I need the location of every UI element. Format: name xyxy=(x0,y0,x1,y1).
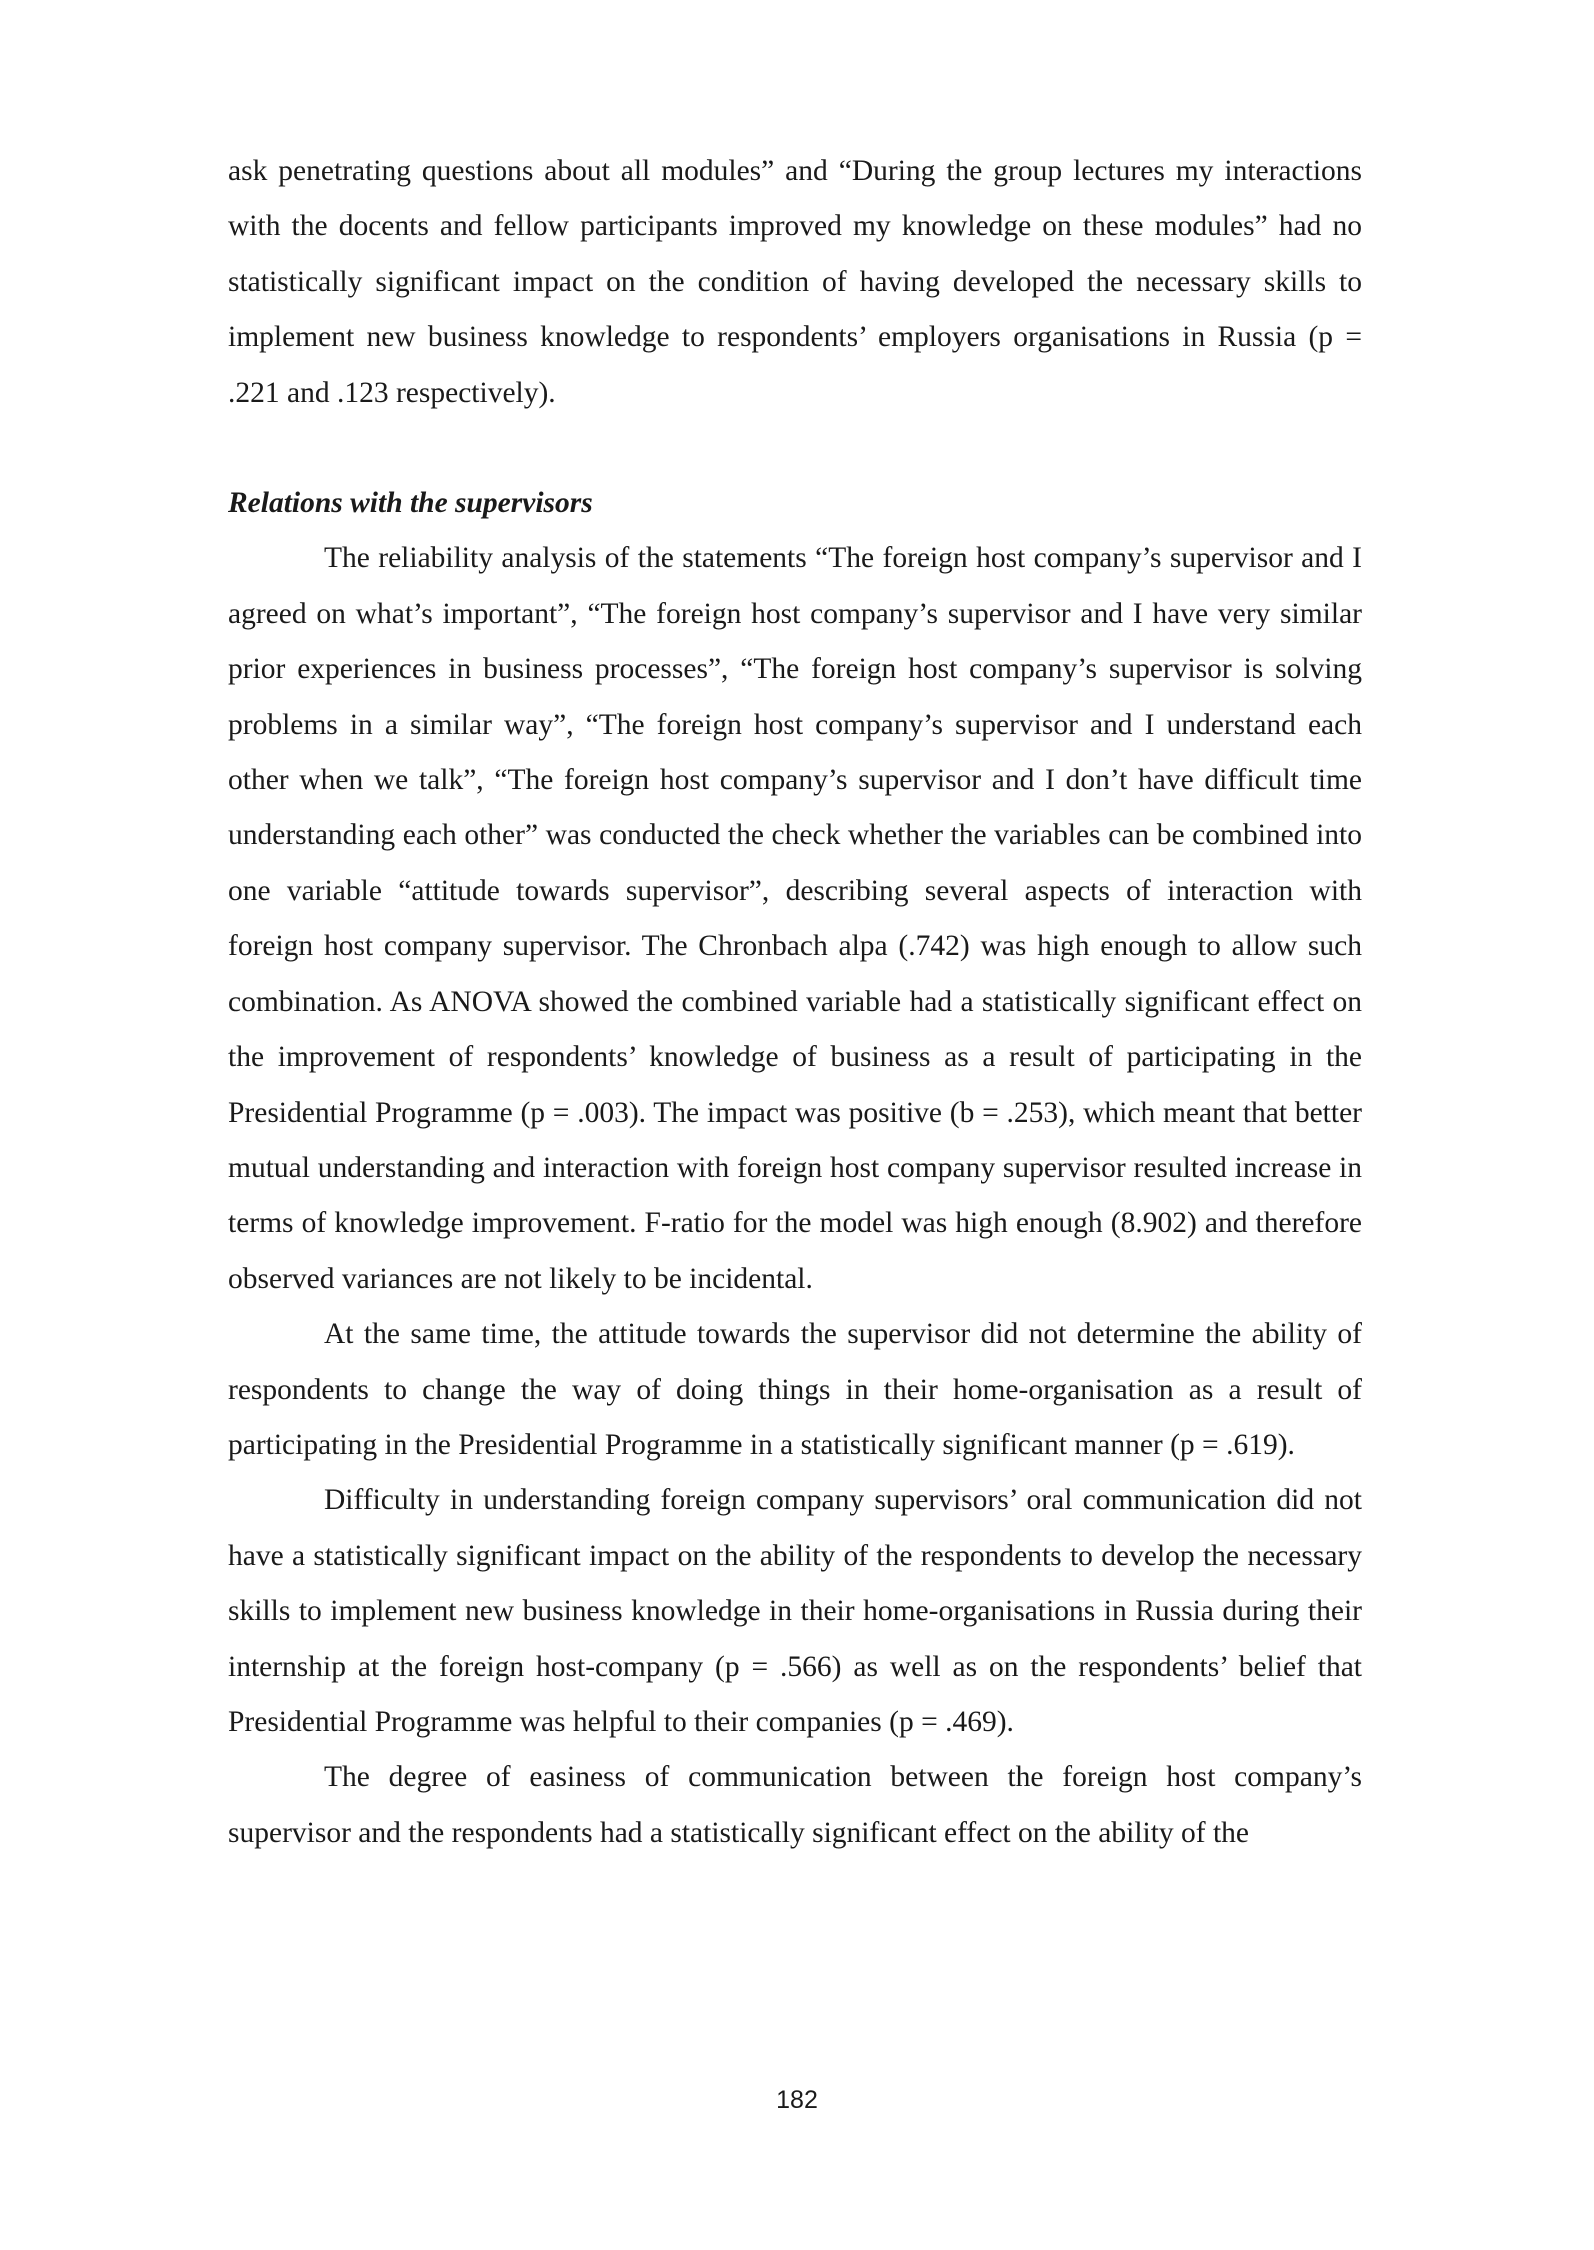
paragraph-attitude-supervisor: At the same time, the attitude towards the supervisor did not determine the ability of respondents to change the way of doing things in their home-organisation as a result of participating in the Presidential Programme in a statistically significant manner (p = .619). xyxy=(228,1318,1362,1461)
paragraph-continued: ask penetrating questions about all modules” and “During the group lectures my interactions with the docents and fellow participants improved my knowledge on these modules” had no statistically significant impact on the condition of having developed the necessary skills to implement new business knowledge to respondents’ employers organisations in Russia (p = .221 and .123 respectively). xyxy=(228,155,1362,409)
page-body xyxy=(228,144,1362,1861)
paragraph-oral-communication: Difficulty in understanding foreign company supervisors’ oral communication did not have a statistically significant impact on the ability of the respondents to develop the necessary skills to implement new business knowledge in their home-organisations in Russia during their internship at the foreign host-company (p = .566) as well as on the respondents’ belief that Presidential Programme was helpful to their companies (p = .469). xyxy=(228,1484,1362,1738)
paragraph-reliability-analysis: The reliability analysis of the statements “The foreign host company’s supervisor and I agreed on what’s important”, “The foreign host company’s supervisor and I have very similar prior experiences in business processes”, “The foreign host company’s supervisor is solving problems in a similar way”, “The foreign host company’s supervisor and I understand each other when we talk”, “The foreign host company’s supervisor and I don’t have difficult time understanding each other” was conducted the check whether the variables can be combined into one variable “attitude towards supervisor”, describing several aspects of interaction with foreign host company supervisor. The Chronbach alpa (.742) was high enough to allow such combination. As ANOVA showed the combined variable had a statistically significant effect on the improvement of respondents’ knowledge of business as a result of participating in the Presidential Programme (p = .003). The impact was positive (b = .253), which meant that better mutual understanding and interaction with foreign host company supervisor resulted increase in terms of knowledge improvement. F-ratio for the model was high enough (8.902) and therefore observed variances are not likely to be incidental. xyxy=(228,542,1362,1295)
section-heading: Relations with the supervisors xyxy=(228,487,593,520)
page-number: 182 xyxy=(776,2086,818,2114)
paragraph-easiness-communication: The degree of easiness of communication between the foreign host company’s supervisor and the respondents had a statistically significant effect on the ability of the xyxy=(228,1761,1362,1849)
